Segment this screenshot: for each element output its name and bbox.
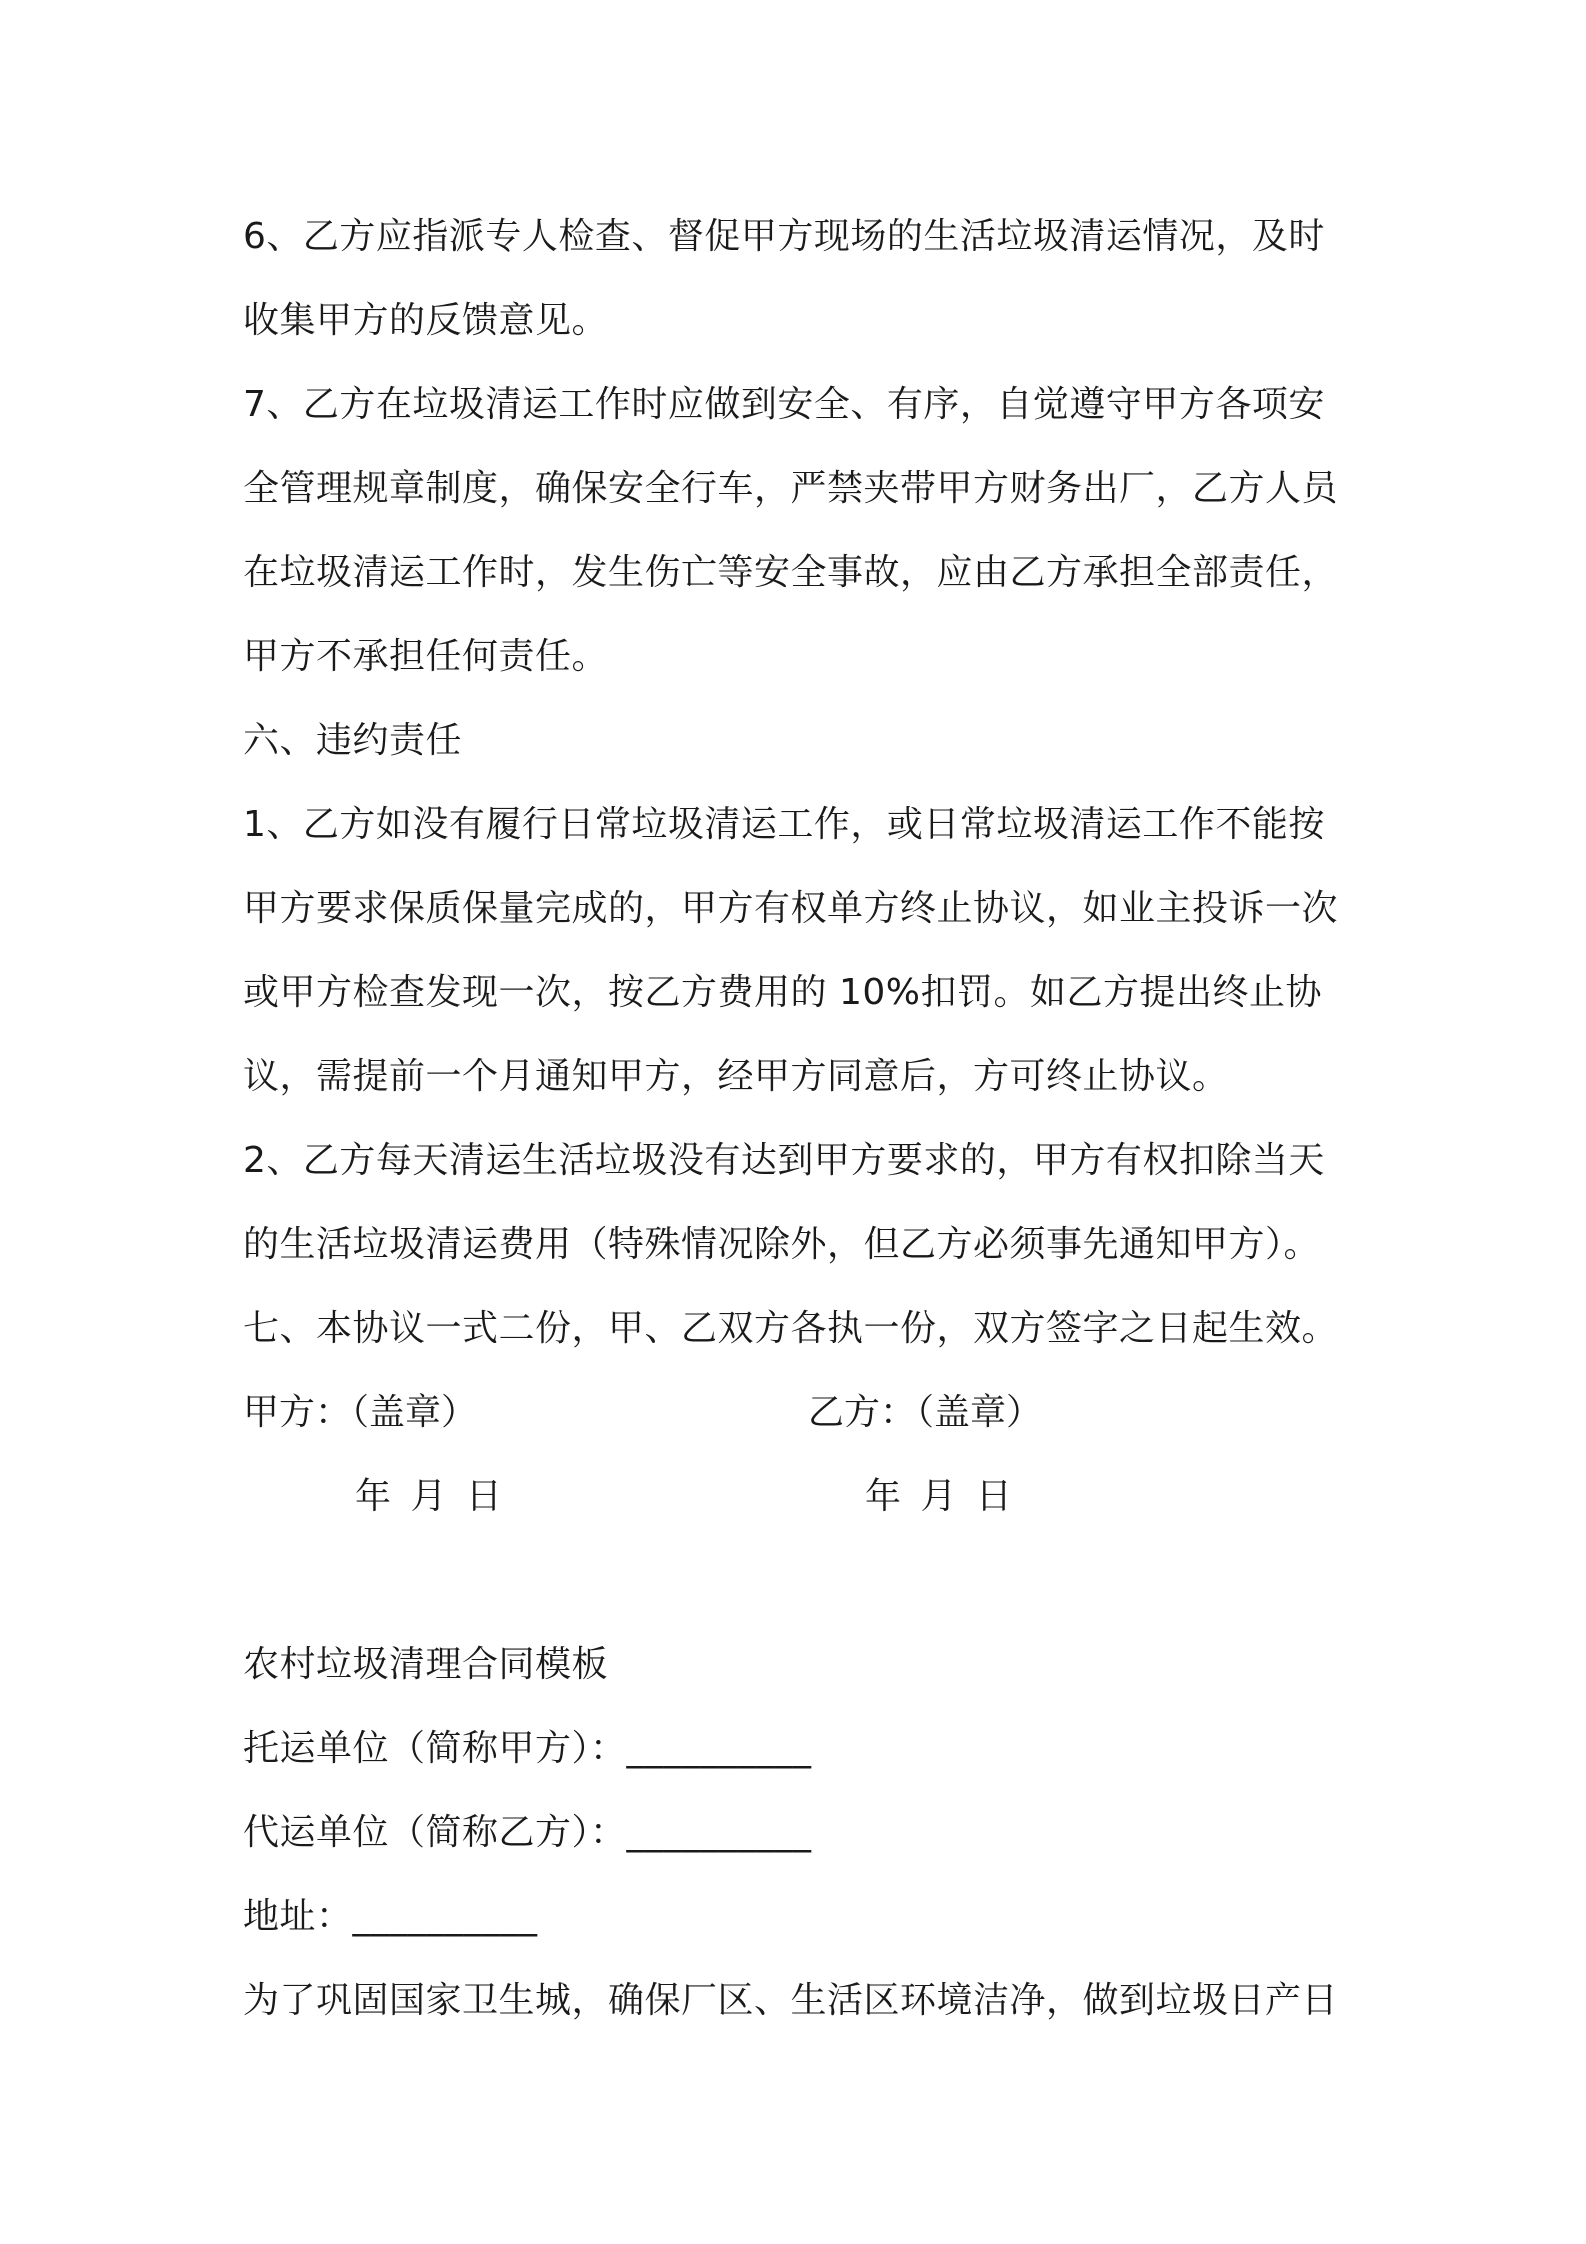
template-title: 农村垃圾清理合同模板 (243, 1644, 609, 1685)
party-a-seal: 甲方：（盖章） (243, 1392, 478, 1433)
carrier-field: 代运单位（简称乙方）：__________ (243, 1812, 812, 1853)
clause-6-line-2: 收集甲方的反馈意见。 (243, 300, 609, 341)
clause-7-line-2: 全管理规章制度，确保安全行车，严禁夹带甲方财务出厂，乙方人员 (243, 468, 1339, 509)
signature-row (243, 1371, 1353, 1455)
clause-6-line-1: 6、乙方应指派专人检查、督促甲方现场的生活垃圾清运情况，及时 (243, 216, 1325, 257)
liability-1-line-1: 1、乙方如没有履行日常垃圾清运工作，或日常垃圾清运工作不能按 (243, 804, 1325, 845)
document-body (243, 195, 1353, 2043)
section-heading-liability: 六、违约责任 (243, 720, 463, 761)
liability-1-line-3: 或甲方检查发现一次，按乙方费用的 10%扣罚。如乙方提出终止协 (243, 972, 1322, 1013)
liability-2-line-2: 的生活垃圾清运费用（特殊情况除外，但乙方必须事先通知甲方）。 (243, 1224, 1321, 1265)
clause-7-line-3: 在垃圾清运工作时，发生伤亡等安全事故，应由乙方承担全部责任， (243, 552, 1339, 593)
party-b-seal: 乙方：（盖章） (808, 1392, 1043, 1433)
clause-7-line-1: 7、乙方在垃圾清运工作时应做到安全、有序，自觉遵守甲方各项安 (243, 384, 1325, 425)
clause-7-line-4: 甲方不承担任何责任。 (243, 636, 609, 677)
party-a-date: 年 月 日 (355, 1476, 506, 1517)
liability-1-line-4: 议，需提前一个月通知甲方，经甲方同意后，方可终止协议。 (243, 1056, 1229, 1097)
liability-1-line-2: 甲方要求保质保量完成的，甲方有权单方终止协议，如业主投诉一次 (243, 888, 1339, 929)
date-row (243, 1455, 1353, 1539)
party-b-date: 年 月 日 (865, 1476, 1016, 1517)
intro-paragraph-line-1: 为了巩固国家卫生城，确保厂区、生活区环境洁净，做到垃圾日产日 (243, 1980, 1339, 2021)
shipper-field: 托运单位（简称甲方）：__________ (243, 1728, 812, 1769)
spacer (243, 1539, 1353, 1623)
address-field: 地址：__________ (243, 1896, 538, 1937)
liability-2-line-1: 2、乙方每天清运生活垃圾没有达到甲方要求的，甲方有权扣除当天 (243, 1140, 1325, 1181)
section-seven-effectiveness: 七、本协议一式二份，甲、乙双方各执一份，双方签字之日起生效。 (243, 1308, 1339, 1349)
